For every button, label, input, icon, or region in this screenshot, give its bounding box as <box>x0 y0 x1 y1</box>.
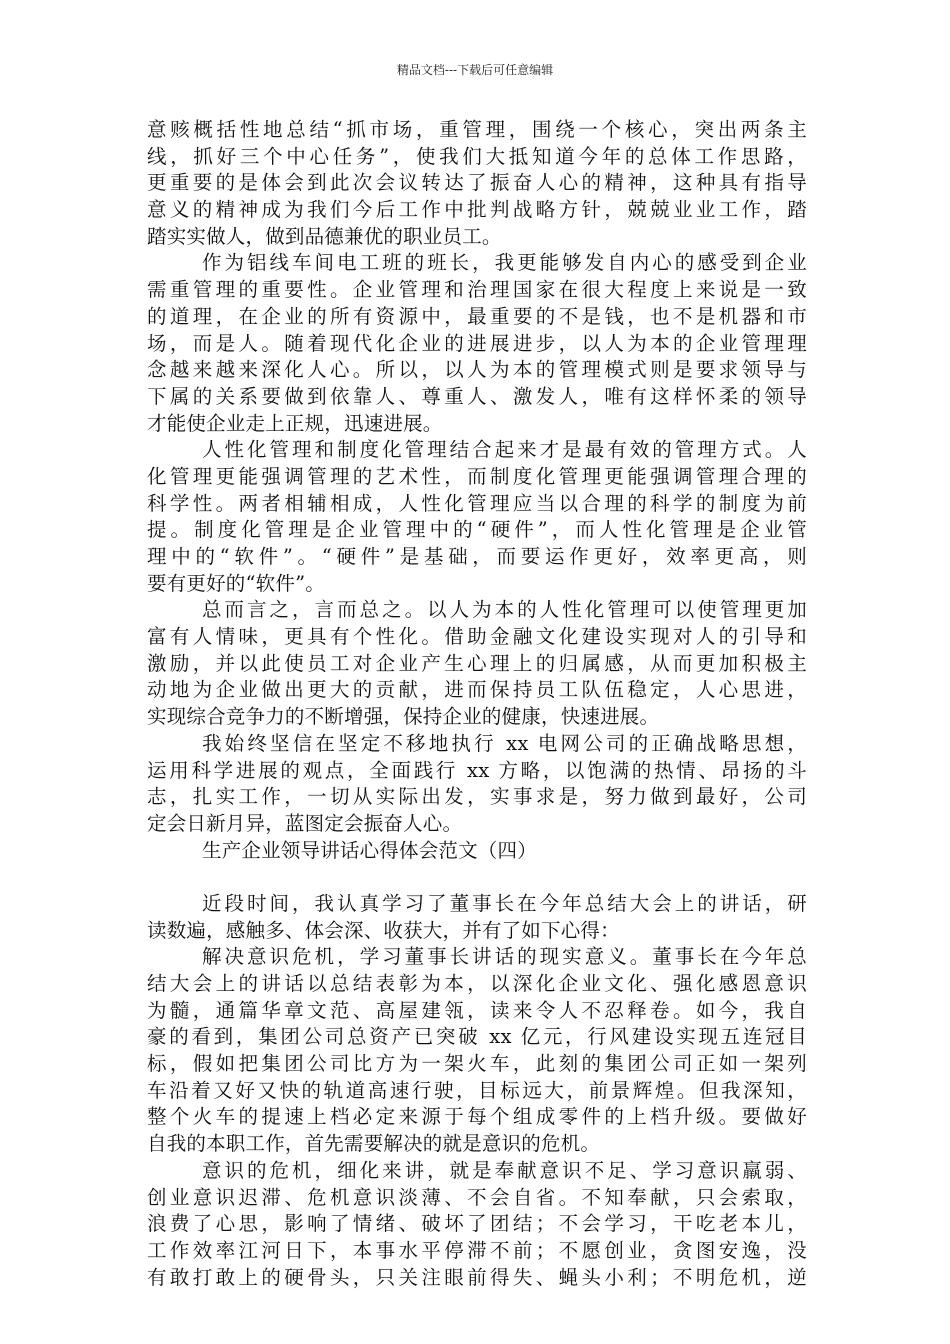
text-line: 志，扎实工作，一切从实际出发，实事求是，努力做到最好，公司 <box>147 785 807 809</box>
page-header: 精品文档---下载后可任意编辑 <box>396 63 554 77</box>
document-body <box>147 117 807 1291</box>
text-line: 线，抓好三个中心任务”，使我们大抵知道今年的总体工作思路， <box>147 144 807 168</box>
text-line: 要有更好的“软件”。 <box>147 571 325 595</box>
text-line: 车沿着又好又快的轨道高速行驶，目标远大，前景辉煌。但我深知， <box>147 1078 807 1102</box>
text-line: 的道理，在企业的所有资源中，最重要的不是钱，也不是机器和市 <box>147 304 807 328</box>
text-line: 作为铝线车间电工班的班长，我更能够发自内心的感受到企业 <box>202 251 807 275</box>
text-line: 下属的关系要做到依靠人、尊重人、激发人，唯有这样怀柔的领导 <box>147 384 807 408</box>
text-line: 有敢打敢上的硬骨头，只关注眼前得失、蝇头小利；不明危机，逆 <box>147 1265 807 1289</box>
text-line: 意识的危机，细化来讲，就是奉献意识不足、学习意识羸弱、 <box>202 1158 807 1182</box>
text-line: 结大会上的讲话以总结表彰为本，以深化企业文化、强化感恩意识 <box>147 972 807 995</box>
text-line: 场，而是人。随着现代化企业的进展进步，以人为本的企业管理理 <box>147 331 807 355</box>
text-line: 动地为企业做出更大的贡献，进而保持员工队伍稳定，人心思进， <box>147 678 807 702</box>
text-line: 人性化管理和制度化管理结合起来才是最有效的管理方式。人 <box>202 438 807 462</box>
text-line: 需重管理的重要性。企业管理和治理国家在很大程度上来说是一致 <box>147 278 807 302</box>
text-line: 激励，并以此使员工对企业产生心理上的归属感，从而更加积极主 <box>147 651 807 675</box>
text-line: 定会日新月异，蓝图定会振奋人心。 <box>147 811 463 835</box>
text-line: 自我的本职工作，首先需要解决的就是意识的危机。 <box>147 1132 601 1156</box>
text-line: 为髓，通篇华章文范、高屋建瓴，读来令人不忍释卷。如今，我自 <box>147 998 807 1022</box>
text-line: 标，假如把集团公司比方为一架火车，此刻的集团公司正如一架列 <box>147 1052 807 1076</box>
text-line: 创业意识迟滞、危机意识淡薄、不会自省。不知奉献，只会索取， <box>147 1185 807 1209</box>
text-line: 生产企业领导讲话心得体会范文（四） <box>202 838 537 862</box>
text-line: 工作效率江河日下，本事水平停滞不前；不愿创业，贪图安逸，没 <box>147 1238 807 1262</box>
text-line: 总而言之，言而总之。以人为本的人性化管理可以使管理更加 <box>202 598 807 622</box>
text-line: 科学性。两者相辅相成，人性化管理应当以合理的科学的制度为前 <box>147 491 807 515</box>
text-line: 化管理更能强调管理的艺术性，而制度化管理更能强调管理合理的 <box>147 464 807 488</box>
blank-line <box>147 864 807 891</box>
text-line: 才能使企业走上正规，迅速进展。 <box>147 411 443 435</box>
text-line: 浪费了心思，影响了情绪、破坏了团结；不会学习，干吃老本儿， <box>147 1212 807 1236</box>
text-line: 解决意识危机，学习董事长讲话的现实意义。董事长在今年总 <box>202 945 807 969</box>
text-line: 理中的“软件”。“硬件”是基础，而要运作更好，效率更高，则 <box>147 545 807 568</box>
text-line: 实现综合竞争力的不断增强，保持企业的健康，快速进展。 <box>147 705 660 729</box>
text-line: 我始终坚信在坚定不移地执行 xx 电网公司的正确战略思想， <box>202 731 807 755</box>
text-line: 更重要的是体会到此次会议转达了振奋人心的精神，这种具有指导 <box>147 171 807 195</box>
text-line: 念越来越来深化人心。所以，以人为本的管理模式则是要求领导与 <box>147 358 807 382</box>
text-line: 近段时间，我认真学习了董事长在今年总结大会上的讲话，研 <box>202 891 807 915</box>
text-line: 富有人情味，更具有个性化。借助金融文化建设实现对人的引导和 <box>147 625 807 649</box>
text-line: 读数遍，感触多、体会深、收获大，并有了如下心得： <box>147 918 620 942</box>
text-line: 整个火车的提速上档必定来源于每个组成零件的上档升级。要做好 <box>147 1105 807 1129</box>
text-line: 意赅概括性地总结“抓市场，重管理，围绕一个核心，突出两条主 <box>147 118 807 141</box>
text-line: 提。制度化管理是企业管理中的“硬件”，而人性化管理是企业管 <box>147 518 807 542</box>
text-line: 豪的看到，集团公司总资产已突破 xx 亿元，行风建设实现五连冠目 <box>147 1025 807 1049</box>
text-line: 踏实实做人，做到品德兼优的职业员工。 <box>147 224 502 248</box>
text-line: 意义的精神成为我们今后工作中批判战略方针，兢兢业业工作，踏 <box>147 198 807 222</box>
text-line: 运用科学进展的观点，全面践行 xx 方略，以饱满的热情、昂扬的斗 <box>147 758 807 782</box>
